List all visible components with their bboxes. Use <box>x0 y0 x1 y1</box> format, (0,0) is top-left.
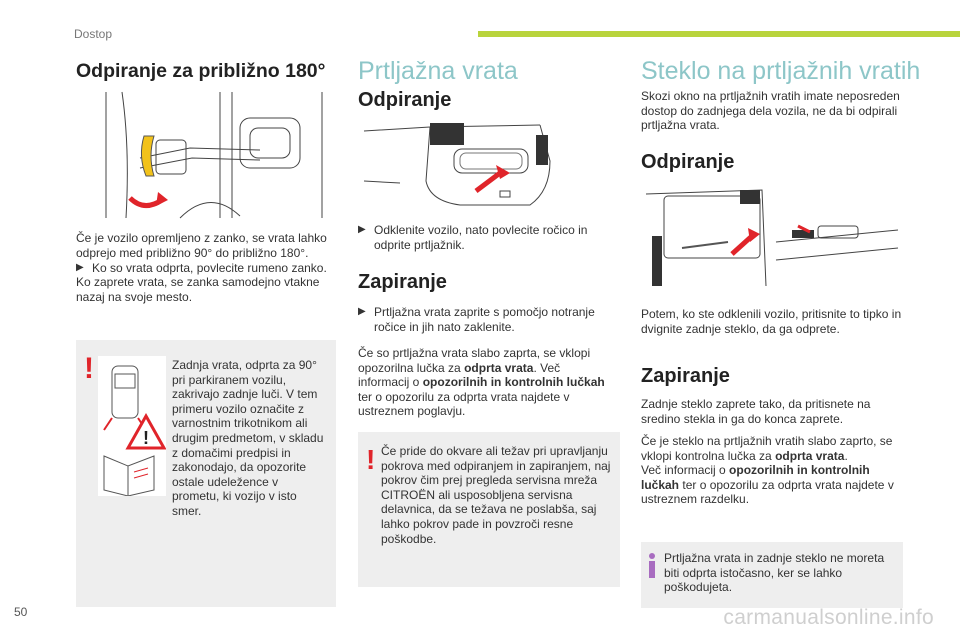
rear-window-warning-light-paragraph <box>641 434 903 507</box>
bullet-arrow-icon: ▶ <box>76 262 84 273</box>
tailgate-open-heading: Odpiranje <box>358 89 452 111</box>
col2-warning-text: Če pride do okvare ali težav pri upravljanju pokrova med odpiranjem in zapiranjem, naj pokrov čim prej pregleda servisna mreža CITROËN ali usposobljena servisna delavnica, da se težava ne poslabša, saj lahko pokrov pade in povzroči resne poškodbe. <box>381 444 611 546</box>
warning-exclamation-icon: ! <box>366 444 376 475</box>
tailgate-close-bullet <box>358 305 610 334</box>
tailgate-close-heading: Zapiranje <box>358 271 447 293</box>
door-check-strap-figure <box>100 88 326 222</box>
warning-triangle-figure <box>98 356 166 496</box>
text-run-bold: opozorilnih in kontrolnih lučkah <box>641 463 870 492</box>
section-title-180: Odpiranje za približno 180° <box>76 60 326 82</box>
col1-bullet-1 <box>76 261 338 276</box>
text-run: ter o opozorilu za odprta vrata najdete v ustreznem poglavju. <box>358 389 570 419</box>
tailgate-warning-light-paragraph <box>358 346 608 419</box>
text-run-bold: odprta vrata <box>464 360 534 375</box>
text-run: . Več informacij o <box>358 360 561 390</box>
tailgate-close-bullet-text: Prtljažna vrata zaprite s pomočjo notranje ročice in jih nato zaklenite. <box>374 305 595 334</box>
rear-window-close-heading: Zapiranje <box>641 365 730 387</box>
warning-exclamation-icon: ! <box>84 352 94 385</box>
rear-window-open-text: Potem, ko ste odklenili vozilo, pritisnite to tipko in dvignite zadnje steklo, da ga odprete. <box>641 307 902 336</box>
info-icon <box>647 552 657 578</box>
text-run: ter o opozorilu za odprta vrata najdete v ustreznem razdelku. <box>641 477 894 507</box>
col1-paragraph-2: Ko zaprete vrata, se zanka samodejno vtakne nazaj na svoje mesto. <box>76 275 320 304</box>
tailgate-open-bullet-text: Odklenite vozilo, nato povlecite ročico in odprite prtljažnik. <box>374 223 588 252</box>
section-title-rear-window: Steklo na prtljažnih vratih <box>641 57 921 85</box>
col1-warning-text: Zadnja vrata, odprta za 90° pri parkiranem vozilu, zakrivajo zadnje luči. V tem primeru vozilo označite z varnostnim trikotnikom ali drugim predmetom, v skladu z domačimi predpisi in zakonodajo, da opozorite ostale udeležence v prometu, ki vozijo v isto smer. <box>172 358 324 518</box>
text-run-bold: odprta vrata <box>775 448 845 463</box>
svg-text:!: ! <box>143 428 149 448</box>
text-run: Več informacij o <box>641 463 726 478</box>
col1-paragraph-1: Če je vozilo opremljeno z zanko, se vrata lahko odprejo med približno 90° do približno 180°. <box>76 231 327 260</box>
rear-window-intro: Skozi okno na prtljažnih vratih imate neposreden dostop do zadnjega dela vozila, ne da bi odpirali prtljažna vrata. <box>641 89 900 133</box>
rear-window-open-heading: Odpiranje <box>641 151 735 173</box>
col1-bullet-1-text: Ko so vrata odprta, povlecite rumeno zanko. <box>92 261 327 275</box>
rear-window-button-figure <box>642 186 902 290</box>
watermark: carmanualsonline.info <box>723 606 934 629</box>
text-run-bold: opozorilnih in kontrolnih lučkah <box>422 375 605 390</box>
rear-window-close-text: Zadnje steklo zaprete tako, da pritisnete na sredino stekla in ga do konca zaprete. <box>641 397 871 426</box>
text-run: Če je steklo na prtljažnih vratih slabo zaprto, se vklopi kontrolna lučka za <box>641 434 893 463</box>
section-title-tailgate: Prtljažna vrata <box>358 57 518 85</box>
tailgate-open-bullet <box>358 223 608 252</box>
header-accent-bar <box>478 31 960 37</box>
col3-info-text: Prtljažna vrata in zadnje steklo ne moreta biti odprta istočasno, ker se lahko poškodujeta. <box>664 551 885 595</box>
header-section-label: Dostop <box>74 27 113 41</box>
tailgate-handle-figure <box>360 121 560 211</box>
text-run: . <box>844 448 848 463</box>
text-run: Če so prtljažna vrata slabo zaprta, se vklopi opozorilna lučka za <box>358 346 591 375</box>
bullet-arrow-icon: ▶ <box>358 224 366 235</box>
page-number: 50 <box>14 605 28 619</box>
bullet-arrow-icon: ▶ <box>358 306 366 317</box>
